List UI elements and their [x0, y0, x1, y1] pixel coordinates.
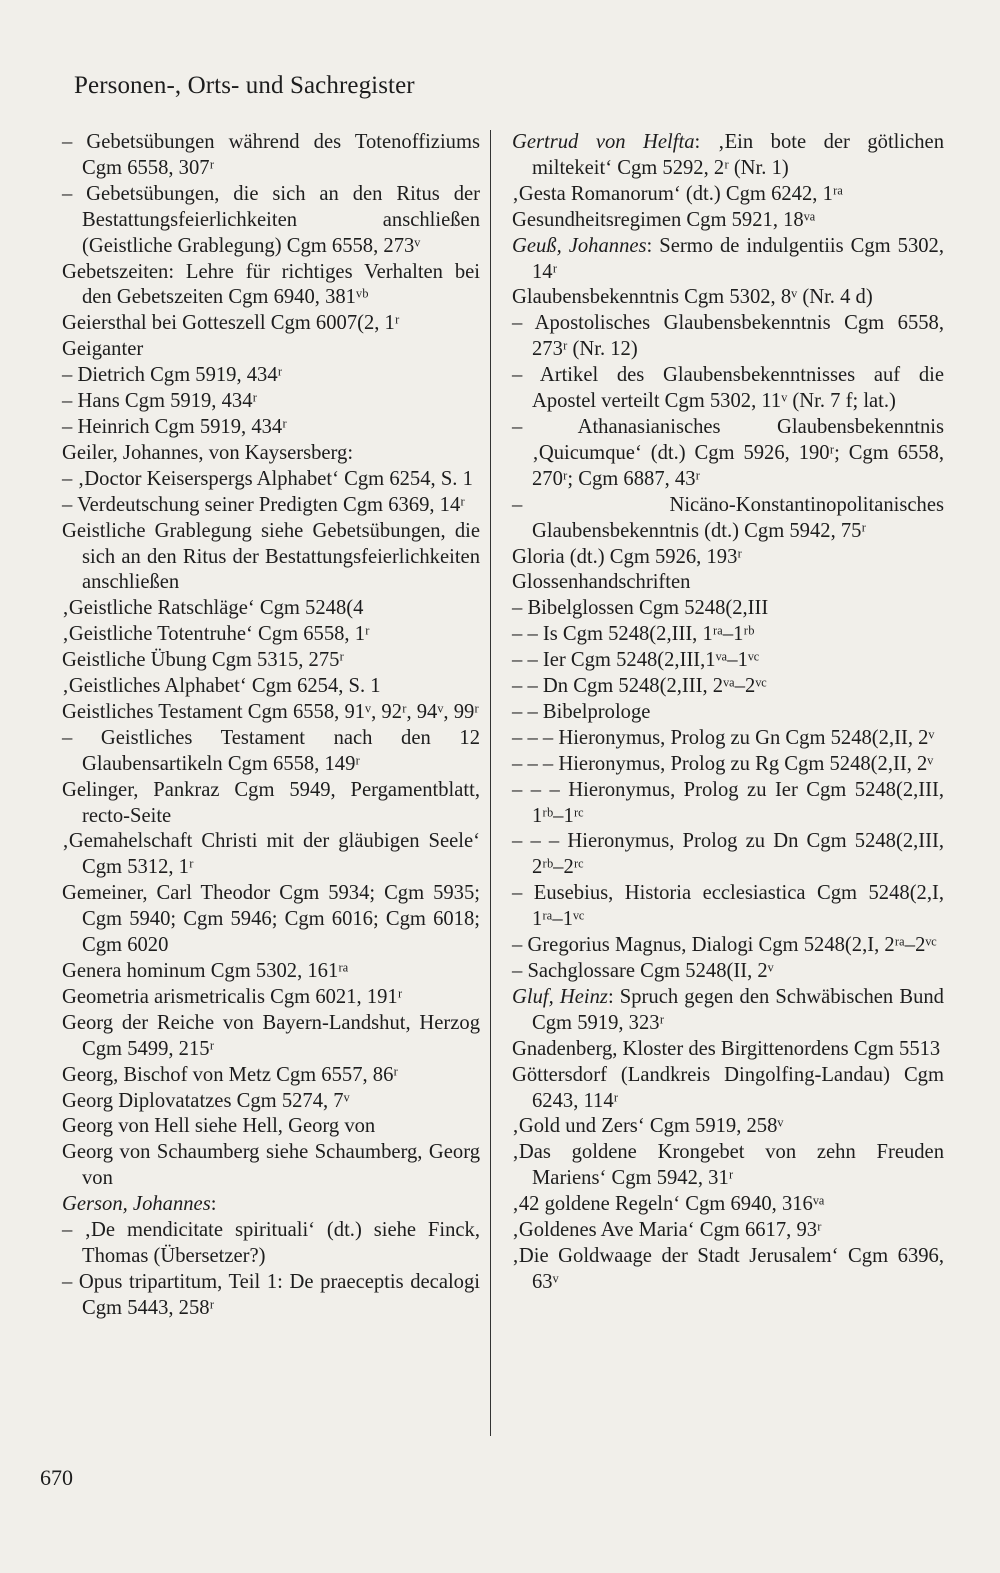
register-entry [62, 467, 480, 493]
register-entry [512, 1063, 944, 1115]
entry-text: ‚Das goldene Krongebet von zehn Freuden Mariens‘ Cgm 5942, 31ʳ [512, 1141, 944, 1190]
register-entry [512, 829, 944, 881]
register-entry [512, 363, 944, 415]
entry-text: – Sachglossare Cgm 5248(II, 2ᵛ [512, 960, 774, 982]
register-entry [512, 285, 944, 311]
register-entry [512, 881, 944, 933]
register-entry [62, 1218, 480, 1270]
register-entry [512, 933, 944, 959]
register-entry [512, 130, 944, 182]
entry-text: – – – Hieronymus, Prolog zu Rg Cgm 5248(2,II, 2ᵛ [512, 752, 934, 775]
entry-text: ‚Geistliches Alphabet‘ Cgm 6254, S. 1 [62, 675, 381, 698]
entry-text: – Gebetsübungen während des Totenoffiziums Cgm 6558, 307ʳ [62, 131, 480, 179]
entry-text: Gnadenberg, Kloster des Birgittenordens Cgm 5513 [512, 1037, 941, 1060]
register-entry [512, 778, 944, 830]
register-entry [62, 1270, 480, 1322]
entry-text: Gebetszeiten: Lehre für richtiges Verhalten bei den Gebetszeiten Cgm 6940, 381ᵛᵇ [62, 260, 480, 309]
entry-text: – – Is Cgm 5248(2,III, 1ʳᵃ–1ʳᵇ [512, 623, 755, 646]
entry-text: : [210, 1193, 217, 1216]
register-entry [512, 182, 944, 208]
entry-text: – ‚De mendicitate spirituali‘ (dt.) siehe Finck, Thomas (Übersetzer?) [62, 1219, 480, 1267]
entry-text: Geiganter [62, 338, 144, 361]
entry-text: ‚Geistliche Totentruhe‘ Cgm 6558, 1ʳ [62, 623, 370, 646]
entry-text: – – Bibelprologe [512, 700, 651, 723]
right-column [512, 130, 944, 1296]
register-entry [62, 778, 480, 830]
entry-text: Geiersthal bei Gotteszell Cgm 6007(2, 1ʳ [62, 312, 400, 335]
register-entry [512, 700, 944, 726]
register-entry [512, 545, 944, 571]
register-entry [62, 648, 480, 674]
register-entry [62, 260, 480, 312]
register-entry [62, 985, 480, 1011]
entry-text: – Apostolisches Glaubensbekenntnis Cgm 6558, 273ʳ (Nr. 12) [512, 312, 944, 361]
register-entry [512, 752, 944, 778]
register-entry [512, 985, 944, 1037]
register-entry [62, 519, 480, 597]
register-entry [512, 234, 944, 286]
register-entry [512, 570, 944, 596]
page-number: 670 [40, 1465, 73, 1490]
register-entry [512, 493, 944, 545]
entry-text: : ‚Ein bote der götlichen miltekeit‘ Cgm 5292, 2ʳ (Nr. 1) [532, 131, 944, 179]
register-entry [62, 700, 480, 726]
entry-text: – Heinrich Cgm 5919, 434ʳ [62, 415, 287, 438]
register-entry [62, 1011, 480, 1063]
entry-text: – – – Hieronymus, Prolog zu Ier Cgm 5248(2,III, 1ʳᵇ–1ʳᶜ [512, 778, 944, 827]
register-entry [62, 182, 480, 260]
register-entry [62, 1192, 480, 1218]
entry-text: – ‚Doctor Keiserspergs Alphabet‘ Cgm 6254, S. 1 [62, 467, 473, 490]
register-entry [512, 208, 944, 234]
entry-text: Georg von Hell siehe Hell, Georg von [62, 1115, 376, 1138]
register-entry [512, 674, 944, 700]
register-entry [62, 415, 480, 441]
entry-text: Georg der Reiche von Bayern-Landshut, Herzog Cgm 5499, 215ʳ [62, 1011, 480, 1060]
register-entry [62, 311, 480, 337]
register-entry [62, 959, 480, 985]
register-entry [62, 441, 480, 467]
register-entry [512, 622, 944, 648]
entry-text: – Hans Cgm 5919, 434ʳ [62, 390, 257, 413]
entry-text: ‚Goldenes Ave Maria‘ Cgm 6617, 93ʳ [512, 1219, 822, 1242]
entry-text: – Dietrich Cgm 5919, 434ʳ [62, 364, 283, 387]
entry-text: Geiler, Johannes, von Kaysersberg: [62, 441, 354, 464]
entry-text: – Opus tripartitum, Teil 1: De praeceptis decalogi Cgm 5443, 258ʳ [62, 1270, 480, 1319]
register-entry [62, 493, 480, 519]
register-entry [512, 1218, 944, 1244]
entry-text: – Bibelglossen Cgm 5248(2,III [512, 597, 769, 620]
register-entry [512, 415, 944, 493]
entry-text: ‚Die Goldwaage der Stadt Jerusalem‘ Cgm 6396, 63ᵛ [512, 1244, 944, 1293]
register-entry [62, 1089, 480, 1115]
register-entry [512, 1140, 944, 1192]
register-entry [62, 1140, 480, 1192]
register-entry [512, 1114, 944, 1140]
entry-text: – Artikel des Glaubensbekenntnisses auf die Apostel verteilt Cgm 5302, 11ᵛ (Nr. 7 f; lat.) [512, 364, 944, 413]
entry-author: Geuß, Johannes [512, 234, 647, 257]
entry-text: Geistliche Übung Cgm 5315, 275ʳ [62, 649, 344, 672]
column-divider [490, 130, 491, 1436]
entry-text: – Gebetsübungen, die sich an den Ritus der Bestattungsfeierlichkeiten anschließen (Geistliche Grablegung) Cgm 6558, 273ᵛ [62, 182, 480, 257]
entry-author: Gluf, Heinz [512, 985, 608, 1008]
register-entry [62, 337, 480, 363]
register-entry [62, 726, 480, 778]
entry-text: ‚Gesta Romanorum‘ (dt.) Cgm 6242, 1ʳᵃ [512, 182, 843, 205]
entry-text: – Athanasianisches Glaubensbekenntnis ‚Quicumque‘ (dt.) Cgm 5926, 190ʳ; Cgm 6558, 270ʳ; Cgm 6887, 43ʳ [512, 415, 944, 490]
register-entry [62, 1063, 480, 1089]
entry-text: Gesundheitsregimen Cgm 5921, 18ᵛᵃ [512, 208, 816, 231]
register-entry [62, 363, 480, 389]
entry-text: : Spruch gegen den Schwäbischen Bund Cgm 5919, 323ʳ [532, 985, 944, 1034]
running-header: Personen-, Orts- und Sachregister [74, 72, 415, 99]
entry-text: – Verdeutschung seiner Predigten Cgm 6369, 14ʳ [62, 493, 465, 516]
entry-text: – – – Hieronymus, Prolog zu Gn Cgm 5248(2,II, 2ᵛ [512, 726, 935, 749]
register-entry [62, 829, 480, 881]
register-entry [512, 959, 944, 985]
entry-text: Genera hominum Cgm 5302, 161ʳᵃ [62, 960, 349, 982]
register-entry [512, 1037, 944, 1063]
entry-text: ‚Geistliche Ratschläge‘ Cgm 5248(4 [62, 597, 364, 620]
register-entry [62, 130, 480, 182]
entry-text: – – Ier Cgm 5248(2,III,1ᵛᵃ–1ᵛᶜ [512, 649, 760, 672]
entry-text: Georg Diplovatatzes Cgm 5274, 7ᵛ [62, 1089, 350, 1112]
entry-text: Göttersdorf (Landkreis Dingolfing-Landau) Cgm 6243, 114ʳ [512, 1063, 944, 1112]
left-column [62, 130, 480, 1322]
entry-text: Georg, Bischof von Metz Cgm 6557, 86ʳ [62, 1063, 398, 1086]
entry-text: Geistliche Grablegung siehe Gebetsübungen, die sich an den Ritus der Bestattungsfeierlichkeiten anschließen [62, 519, 480, 594]
entry-text: – Geistliches Testament nach den 12 Glaubensartikeln Cgm 6558, 149ʳ [62, 726, 480, 775]
entry-text: Gemeiner, Carl Theodor Cgm 5934; Cgm 5935; Cgm 5940; Cgm 5946; Cgm 6016; Cgm 6018; Cgm 6020 [62, 882, 480, 957]
entry-author: Gertrud von Helfta [512, 131, 695, 153]
register-entry [62, 674, 480, 700]
entry-text: : Sermo de indulgentiis Cgm 5302, 14ʳ [532, 234, 945, 283]
entry-text: Gloria (dt.) Cgm 5926, 193ʳ [512, 545, 742, 568]
entry-text: ‚Gemahelschaft Christi mit der gläubigen Seele‘ Cgm 5312, 1ʳ [62, 830, 480, 879]
entry-text: – Gregorius Magnus, Dialogi Cgm 5248(2,I, 2ʳᵃ–2ᵛᶜ [512, 934, 937, 957]
entry-text: Glossenhandschriften [512, 571, 691, 594]
entry-text: – Nicäno-Konstantinopolitanisches Glaubensbekenntnis (dt.) Cgm 5942, 75ʳ [512, 493, 944, 542]
register-entry [62, 596, 480, 622]
entry-text: ‚42 goldene Regeln‘ Cgm 6940, 316ᵛᵃ [512, 1193, 825, 1216]
register-entry [512, 726, 944, 752]
register-entry [512, 1244, 944, 1296]
register-entry [512, 596, 944, 622]
register-entry [62, 622, 480, 648]
entry-author: Gerson, Johannes [62, 1193, 211, 1216]
register-entry [62, 881, 480, 959]
entry-text: Georg von Schaumberg siehe Schaumberg, Georg von [62, 1141, 480, 1190]
entry-text: Geometria arismetricalis Cgm 6021, 191ʳ [62, 985, 403, 1008]
register-entry [512, 648, 944, 674]
entry-text: – – Dn Cgm 5248(2,III, 2ᵛᵃ–2ᵛᶜ [512, 675, 767, 698]
register-entry [62, 389, 480, 415]
entry-text: Glaubensbekenntnis Cgm 5302, 8ᵛ (Nr. 4 d) [512, 286, 873, 309]
register-entry [62, 1114, 480, 1140]
entry-text: – Eusebius, Historia ecclesiastica Cgm 5248(2,I, 1ʳᵃ–1ᵛᶜ [512, 882, 944, 931]
entry-text: Geistliches Testament Cgm 6558, 91ᵛ, 92ʳ, 94ᵛ, 99ʳ [62, 700, 479, 723]
entry-text: Gelinger, Pankraz Cgm 5949, Pergamentblatt, recto-Seite [62, 778, 480, 827]
register-entry [512, 311, 944, 363]
entry-text: ‚Gold und Zers‘ Cgm 5919, 258ᵛ [512, 1115, 784, 1138]
entry-text: – – – Hieronymus, Prolog zu Dn Cgm 5248(2,III, 2ʳᵇ–2ʳᶜ [512, 830, 944, 879]
register-entry [512, 1192, 944, 1218]
